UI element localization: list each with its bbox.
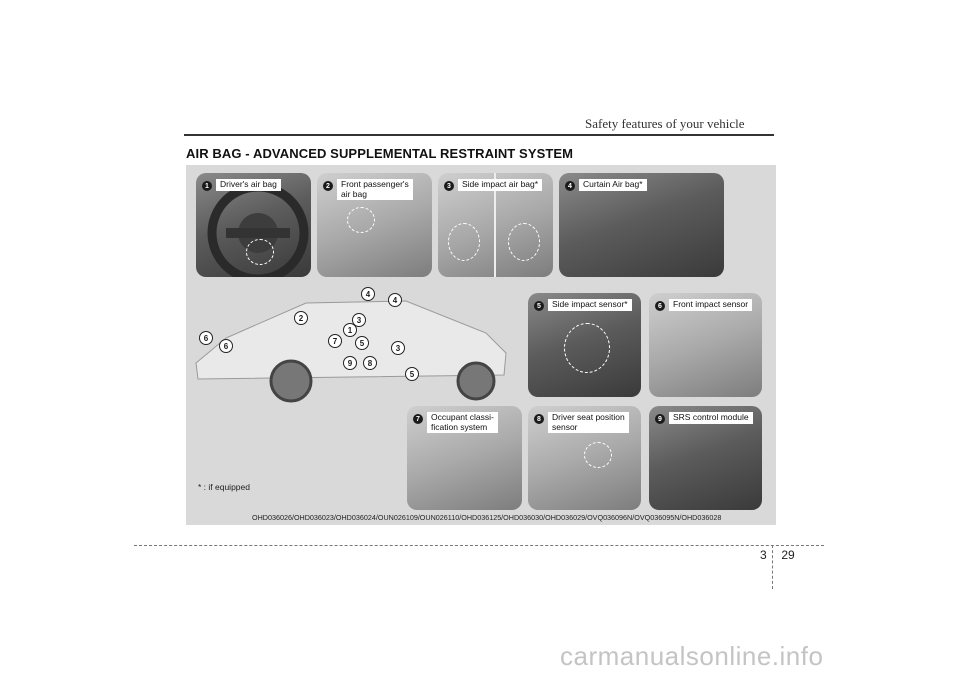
photo-occupant-classification-system — [407, 406, 522, 510]
number-badge: 5 — [534, 301, 544, 311]
car-marker: 6 — [219, 339, 233, 353]
page-number — [760, 548, 795, 562]
number-badge: 1 — [202, 181, 212, 191]
photo-label — [444, 179, 542, 191]
footnote: * : if equipped — [198, 482, 250, 492]
photo-label — [202, 179, 281, 191]
car-marker: 5 — [405, 367, 419, 381]
label-text: Curtain Air bag* — [579, 179, 647, 191]
airbag-location-marker — [347, 207, 375, 233]
photo-curtain-air-bag — [559, 173, 724, 277]
watermark: carmanualsonline.info — [560, 641, 824, 671]
photo-driver-seat-position-sensor — [528, 406, 641, 510]
label-text: Driver seat position sensor — [548, 412, 629, 433]
photo-label — [323, 179, 413, 200]
number-badge: 8 — [534, 414, 544, 424]
label-text: SRS control module — [669, 412, 753, 424]
label-text: Front passenger's air bag — [337, 179, 413, 200]
photo-side-impact-air-bag — [438, 173, 553, 277]
car-marker: 5 — [355, 336, 369, 350]
car-marker: 6 — [199, 331, 213, 345]
photo-label — [534, 412, 629, 433]
label-text: Side impact air bag* — [458, 179, 542, 191]
photo-side-impact-sensor — [528, 293, 641, 397]
number-badge: 9 — [655, 414, 665, 424]
car-marker: 4 — [388, 293, 402, 307]
image-codes: OHD036026/OHD036023/OHD036024/OUN026109/OUN026110/OHD036125/OHD036030/OHD036029/OVQ036096N/OVQ036095N/OHD036028 — [252, 513, 722, 522]
car-marker: 3 — [352, 313, 366, 327]
chapter-number: 3 — [760, 548, 767, 562]
photo-label — [565, 179, 647, 191]
label-text: Front impact sensor — [669, 299, 752, 311]
car-marker: 7 — [328, 334, 342, 348]
header-rule — [184, 134, 774, 136]
photo-srs-control-module — [649, 406, 762, 510]
number-badge: 2 — [323, 181, 333, 191]
label-text: Driver's air bag — [216, 179, 281, 191]
footer-rule — [134, 545, 824, 546]
label-text: Occupant classi- fication system — [427, 412, 498, 433]
photo-front-passenger-air-bag — [317, 173, 432, 277]
photo-label — [534, 299, 632, 311]
illustration-panel — [186, 165, 776, 525]
car-marker: 2 — [294, 311, 308, 325]
sensor-location-marker — [564, 323, 610, 373]
car-silhouette — [186, 283, 521, 403]
section-title: Safety features of your vehicle — [585, 116, 745, 131]
airbag-location-marker — [448, 223, 480, 261]
car-marker: 9 — [343, 356, 357, 370]
photo-label — [413, 412, 498, 433]
photo-front-impact-sensor — [649, 293, 762, 397]
airbag-location-marker — [246, 239, 274, 265]
number-badge: 6 — [655, 301, 665, 311]
number-badge: 4 — [565, 181, 575, 191]
car-marker: 4 — [361, 287, 375, 301]
number-badge: 7 — [413, 414, 423, 424]
car-illustration — [186, 283, 521, 403]
photo-label — [655, 412, 753, 424]
car-marker: 3 — [391, 341, 405, 355]
page-index: 29 — [781, 548, 795, 562]
car-marker: 1 — [343, 323, 357, 337]
page-heading: AIR BAG - ADVANCED SUPPLEMENTAL RESTRAINT SYSTEM — [186, 146, 574, 161]
car-marker: 8 — [363, 356, 377, 370]
airbag-location-marker — [508, 223, 540, 261]
photo-drivers-air-bag — [196, 173, 311, 277]
photo-label — [655, 299, 752, 311]
sensor-location-marker — [584, 442, 612, 468]
number-badge: 3 — [444, 181, 454, 191]
label-text: Side impact sensor* — [548, 299, 632, 311]
